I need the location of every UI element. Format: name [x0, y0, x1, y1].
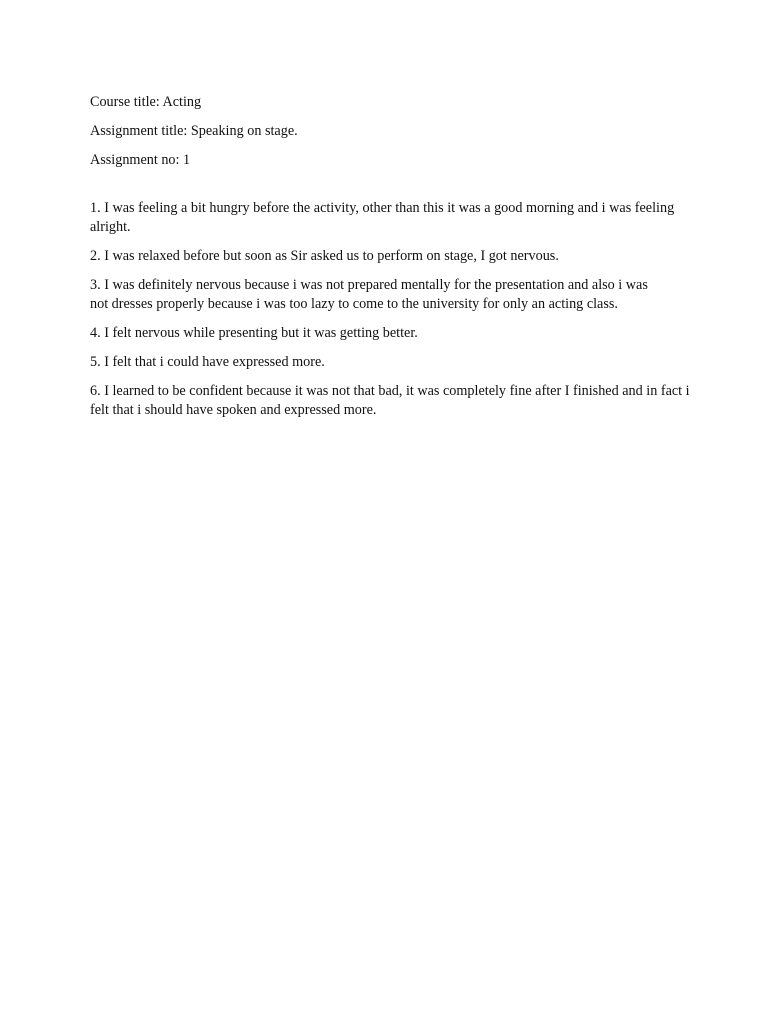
answer-item: 4. I felt nervous while presenting but it was getting better.	[90, 325, 418, 341]
document-body	[90, 93, 690, 430]
answer-item: 2. I was relaxed before but soon as Sir asked us to perform on stage, I got nervous.	[90, 248, 559, 264]
assignment-title: Assignment title: Speaking on stage.	[90, 123, 298, 139]
assignment-number: Assignment no: 1	[90, 152, 191, 168]
answer-item: 6. I learned to be confident because it was not that bad, it was completely fine after I finished and in fact i felt that i should have spoken and expressed more.	[90, 383, 690, 418]
answer-item: 5. I felt that i could have expressed more.	[90, 354, 325, 370]
answer-item: 1. I was feeling a bit hungry before the activity, other than this it was a good morning and i was feeling alright.	[90, 200, 675, 235]
answer-list	[90, 199, 690, 420]
course-title: Course title: Acting	[90, 94, 202, 110]
answer-item: 3. I was definitely nervous because i was not prepared mentally for the presentation and also i was not dresses properly because i was too lazy to come to the university for only an acting class.	[90, 277, 648, 312]
